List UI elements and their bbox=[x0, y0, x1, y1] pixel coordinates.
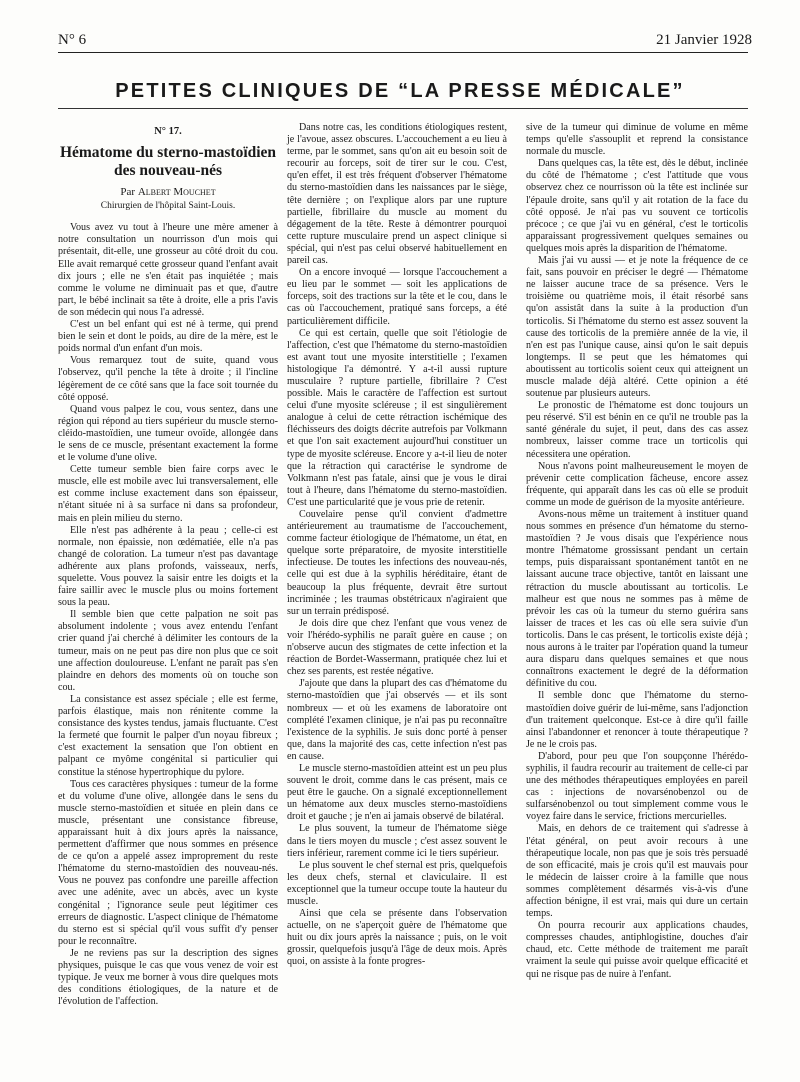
paragraph: Mais j'ai vu aussi — et je note la fréquence de ce fait, sans pouvoir en préciser le degré — l'hématome ne laisser aucune trace de sa présence. Vers le troisième ou quatrième mois, il était résorbé sans qu'on assistât dans la suite à la production d'un torticolis. Si l'hématome du sterno est assez souvent la cause des torticolis de la première année de la vie, il n'en est pas l'unique cause, ainsi qu'on le sait depuis longtemps. Il se peut que les hématomes qui aboutissent au torticolis soient ceux qui atteignent un muscle malade déjà altéré. Cette opinion a été soutenue par plusieurs auteurs. bbox=[526, 255, 748, 400]
paragraph: Le muscle sterno-mastoïdien atteint est un peu plus souvent le droit, comme dans le cas présent, mais ce peut être le gauche. On a signalé exceptionnellement un hématome aux deux muscles sterno-mastoïdiens droit et gauche ; je n'en ai jamais observé de bilatéral. bbox=[287, 762, 507, 823]
paragraph: Tous ces caractères physiques : tumeur de la forme et du volume d'une olive, allongée dans le sens du muscle sterno-mastoïdien et située en plein dans ce muscle, présentant une consistance fibreuse, apparaissant huit à dix jours après la naissance, permettent d'affirmer que nous sommes en présence de ce qu'on a appelé assez improprement du reste l'hématome du sterno-mastoïdien des nouveau-nés. Vous ne pouvez pas confondre une pareille affection avec une adénite, avec un abcès, avec un kyste congénital ; l'ignorance seule peut légitimer ces erreurs de diagnostic. L'aspect clinique de l'hématome du sterno est si spécial qu'il vous suffit d'y penser pour le reconnaître. bbox=[58, 778, 278, 947]
paragraph: Nous n'avons point malheureusement le moyen de prévenir cette complication fâcheuse, encore assez fréquente, qui apparaît dans les cas où elle se produit comme un mode de guérison de la myosite antérieure. bbox=[526, 460, 748, 508]
paragraph: On pourra recourir aux applications chaudes, compresses chaudes, antiphlogistine, douches d'air chaud, etc. Cette méthode de traitement me paraît vraiment la seule qui puisse avoir quelque efficacité et qui ne risque pas de nuire à l'enfant. bbox=[526, 920, 748, 980]
section-title: PETITES CLINIQUES DE “LA PRESSE MÉDICALE” bbox=[115, 80, 685, 102]
issue-date: 21 Janvier 1928 bbox=[656, 32, 752, 48]
paragraph: D'abord, pour peu que l'on soupçonne l'hérédo-syphilis, il faudra recourir au traitement de celle-ci par une des méthodes thérapeutiques employées en pareil cas : injections de novarsénobenzol ou de sulfarsénobenzol ou tout simplement comme vous le voyez faire dans le service, frictions mercurielles. bbox=[526, 750, 748, 823]
paragraph: sive de la tumeur qui diminue de volume en même temps qu'elle s'assouplit et reprend la consistance normale du muscle. bbox=[526, 122, 748, 158]
paragraph: Je dois dire que chez l'enfant que vous venez de voir l'hérédo-syphilis ne paraît guère en cause ; on n'observe aucun des stigmates de cette infection et la réaction de Bordet-Wassermann, pratiquée chez lui et chez ses parents, est restée négative. bbox=[287, 617, 507, 678]
paragraph: Je ne reviens pas sur la description des signes physiques, puisque le cas que vous venez de voir est typique. Je veux me borner à vous dire quelques mots des conditions étiologiques, de la nature et de l'évolution de l'affection. bbox=[58, 947, 278, 1008]
paragraph: Couvelaire pense qu'il convient d'admettre antérieurement au traumatisme de l'accouchement, comme facteur étiologique de l'hématome, un état, en quelque sorte préparatoire, de myosite interstitielle infectieuse. De toutes les infections des nouveau-nés, celle qui est due à la syphilis héréditaire, étant de beaucoup la plus fréquente, devrait être surtout incriminée ; les traumas obstétricaux n'agiraient que sur un terrain prédisposé. bbox=[287, 509, 507, 617]
paragraph: Le plus souvent, la tumeur de l'hématome siège dans le tiers moyen du muscle ; c'est assez souvent le tiers inférieur, rarement comme ici le tiers supérieur. bbox=[287, 823, 507, 859]
paragraph: C'est un bel enfant qui est né à terme, qui prend bien le sein et dont le poids, au dire de la mère, est le poids normal d'un enfant d'un mois. bbox=[58, 319, 278, 355]
paragraph: Avons-nous même un traitement à instituer quand nous sommes en présence d'un hématome du sterno-mastoïdien ? Je vous disais que l'expérience nous montre l'hématome grossissant pendant un certain temps, puis disparaissant spontanément tantôt en ne laissant aucune trace objective, tantôt en laissant une rétraction du muscle aboutissant au torticolis. Le malheur est que nous ne sommes pas à même de prévoir les cas où la tumeur du sterno guérira sans laisser de traces et les cas où elle sera suivie d'un torticolis. Dans le cas présent, le torticolis existe déjà ; nous aurons à le traiter par l'opération quand la tumeur aura disparu dans quelques semaines et que nous connaîtrons exactement le degré de la déformation définitive du cou. bbox=[526, 509, 748, 690]
author-name: Albert Mouchet bbox=[137, 186, 216, 199]
page-header bbox=[0, 30, 800, 50]
author-line bbox=[58, 186, 278, 198]
author-prefix: Par bbox=[120, 186, 136, 199]
case-number: N° 17. bbox=[154, 126, 182, 137]
paragraph: La consistance est assez spéciale ; elle est ferme, parfois élastique, mais non rénitente comme la consistance des kystes tendus, jamais fluctuante. C'est la fermeté que fournit le palper d'un noyau fibreux ; c'est exactement la sensation que l'on obtient en palpant ce myôme congénital si particulier qui constitue la sténose hypertrophique du pylore. bbox=[58, 693, 278, 778]
header-rule bbox=[58, 52, 748, 53]
paragraph: Vous remarquez tout de suite, quand vous l'observez, qu'il penche la tête à droite ; il l'incline légèrement de ce côté sans que la face soit tournée du côté opposé. bbox=[58, 355, 278, 403]
paragraph: On a encore invoqué — lorsque l'accouchement a eu lieu par le sommet — soit les applications de forceps, soit des tractions sur la tête et le cou, dans le cas où l'accouchement, pratiqué sans forceps, a été particulièrement difficile. bbox=[287, 267, 507, 327]
paragraph: Vous avez vu tout à l'heure une mère amener à notre consultation un nourrisson d'un mois qui présentait, dit-elle, une grosseur au côté droit du cou. Elle avait remarqué cette grosseur quand l'enfant avait dix jours ; elle ne s'en était pas inquiétée ; mais comme le volume ne diminuait pas et que, d'autre part, le bébé inclinait sa tête à droite, elle a pris l'avis de son médecin qui nous l'a adressé. bbox=[58, 222, 278, 318]
paragraph: Quand vous palpez le cou, vous sentez, dans une région qui répond au tiers supérieur du muscle sterno-cléido-mastoïdien, une tumeur ovoïde, allongée dans le sens de ce muscle, présentant exactement la forme et le volume d'une olive. bbox=[58, 403, 278, 464]
article-title: Hématome du sterno-mastoïdien des nouveau-nés bbox=[59, 144, 277, 180]
paragraph: Dans notre cas, les conditions étiologiques restent, je l'avoue, assez obscures. L'accouchement a eu lieu à terme, par le sommet, sans qu'on ait eu besoin soit de recourir au forceps, soit de tirer sur le cou. C'est, qu'en effet, il est très fréquent d'observer l'hématome du sterno-mastoïdien dans les naissances par le siège, tête dernière ; on l'explique alors par une rupture partielle, fibrillaire du muscle au moment du dégagement de la tête. Reste à démontrer pourquoi cette rupture musculaire prend un aspect clinique si spécial, qui n'est pas celui observé habituellement en pareil cas. bbox=[287, 122, 507, 267]
paragraph: Le pronostic de l'hématome est donc toujours un peu réservé. S'il est bénin en ce qu'il ne trouble pas la santé générale du sujet, il peut, dans des cas assez nombreux, laisser comme trace un torticolis qui nécessitera une opération. bbox=[526, 400, 748, 460]
section-rule bbox=[58, 108, 748, 109]
paragraph: Mais, en dehors de ce traitement qui s'adresse à l'état général, on peut avoir recours à une thérapeutique locale, non pas que je sois très persuadé de son efficacité, mais je crois qu'il est mauvais pour le médecin de laisser croire à la famille que nous sommes complètement désarmés vis-à-vis d'une affection bénigne, il est vrai, mais qui dure un certain temps. bbox=[526, 823, 748, 920]
paragraph: Il semble bien que cette palpation ne soit pas absolument indolente ; vous avez entendu l'enfant crier quand j'ai cherché à délimiter les contours de la tumeur, mais on ne peut pas dire non plus que ce soit une affection douloureuse. L'enfant ne paraît pas s'en plaindre en dehors des moments où on touche son cou. bbox=[58, 609, 278, 693]
column-3 bbox=[526, 122, 748, 981]
paragraph: Cette tumeur semble bien faire corps avec le muscle, elle est mobile avec lui transversalement, elle est comme incluse exactement dans son épaisseur, n'étant située ni à sa surface ni dans sa profondeur, mais en plein milieu du sterno. bbox=[58, 464, 278, 524]
paragraph: J'ajoute que dans la plupart des cas d'hématome du sterno-mastoïdien que j'ai observés — et ils sont nombreux — et où les examens de laboratoire ont complété l'examen clinique, je n'ai pas pu reconnaître l'existence de la syphilis. Je suis donc porté à penser que, dans la majorité des cas, cette infection n'est pas en cause. bbox=[287, 678, 507, 762]
column-1 bbox=[58, 122, 278, 1008]
paragraph: Ainsi que cela se présente dans l'observation actuelle, on ne s'aperçoit guère de l'hématome que huit ou dix jours après la naissance ; puis, on le voit grossir, quelquefois jusqu'à l'âge de deux mois. Après quoi, on assiste à la fonte progres- bbox=[287, 908, 507, 968]
paragraph: Le plus souvent le chef sternal est pris, quelquefois les deux chefs, sternal et claviculaire. Il est exceptionnel que la tumeur occupe toute la hauteur du muscle. bbox=[287, 859, 507, 907]
paragraph: Elle n'est pas adhérente à la peau ; celle-ci est normale, non épaissie, non œdématiée, elle n'a pas changé de coloration. La tumeur n'est pas davantage adhérente aux plans profonds, vaisseaux, nerfs, squelette. Vous pouvez la saisir entre les doigts et la faire saillir avec le muscle plus ou moins fortement sous la peau. bbox=[58, 524, 278, 609]
paragraph: Dans quelques cas, la tête est, dès le début, inclinée du côté de l'hématome ; c'est l'attitude que vous observez chez ce nourrisson où la tête est inclinée sur l'épaule droite, sans qu'il y ait rotation de la face du côté opposé. Je n'ai pas vu souvent ce torticolis précoce ; ce que j'ai vu en général, c'est le torticolis apparaissant progressivement quelques semaines ou quelques mois après la disparition de l'hématome. bbox=[526, 158, 748, 254]
paragraph: Il semble donc que l'hématome du sterno-mastoïdien doive guérir de lui-même, sans l'adjonction d'un traitement quelconque. Est-ce à dire qu'il faille ainsi l'abandonner et renoncer à toute thérapeutique ? Je ne le crois pas. bbox=[526, 690, 748, 750]
column-2 bbox=[287, 122, 507, 969]
author-affiliation: Chirurgien de l'hôpital Saint-Louis. bbox=[100, 201, 236, 212]
paragraph: Ce qui est certain, quelle que soit l'étiologie de l'affection, c'est que l'hématome du sterno-mastoïdien est avant tout une myosite interstitielle ; l'examen histologique l'a démontré. Y a-t-il aussi rupture musculaire ? rupture partielle, fibrillaire ? C'est possible. Mais le caractère de l'affection est surtout celui d'une myosite scléreuse ; il est singulièrement analogue à celui de cette rétraction ischémique des fléchisseurs des doigts décrite autrefois par Volkmann et que l'on sait exactement aujourd'hui constituer un type de myosite scléreuse. Encore y a-t-il lieu de noter que la rétraction qui caractérise le syndrome de Volkmann n'est pas fatale, ainsi que je vous le dirai tout à l'heure, dans l'hématome du sterno-mastoïdien. C'est une particularité que je vous prie de retenir. bbox=[287, 327, 507, 508]
issue-number: N° 6 bbox=[58, 32, 87, 48]
